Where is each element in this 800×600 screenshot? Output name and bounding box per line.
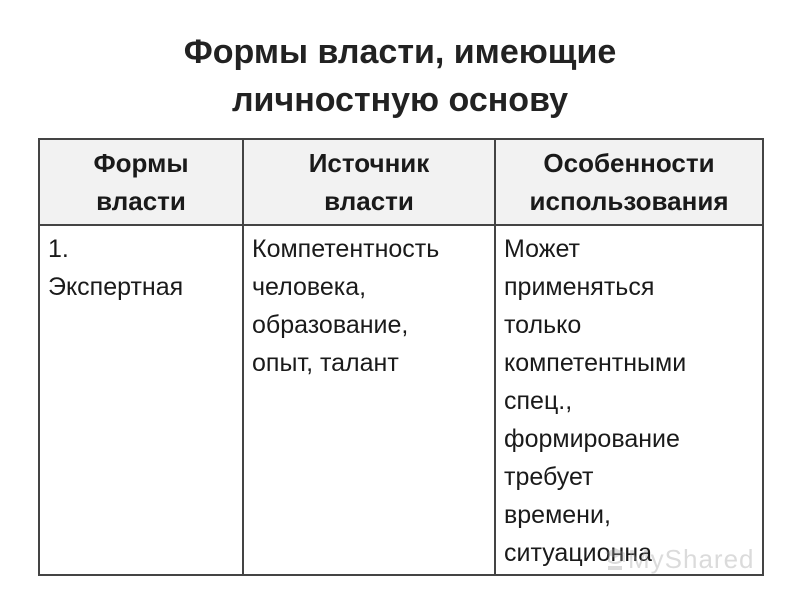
header-text: власти (96, 186, 186, 216)
cell-form-expert (39, 225, 243, 575)
cell-text: образование, (252, 311, 409, 339)
slide-title (0, 28, 800, 124)
cell-text: спец., (504, 387, 573, 415)
watermark-text: MyShared (628, 544, 755, 574)
header-text: использования (529, 186, 729, 216)
title-line-1: Формы власти, имеющие (183, 33, 617, 71)
mortarboard-icon (604, 546, 626, 572)
cell-text: компетентными (504, 349, 687, 377)
cell-text: формирование (504, 425, 680, 453)
cell-text: времени, (504, 501, 611, 529)
header-source-of-power (243, 139, 495, 225)
table-row (39, 225, 763, 575)
cell-text: Компетентность (252, 235, 440, 263)
cell-text: применяться (504, 273, 655, 301)
power-forms-table (38, 138, 764, 576)
cell-source (243, 225, 495, 575)
title-line-2: личностную основу (231, 81, 569, 119)
cell-usage (495, 225, 763, 575)
cell-text: ситуационна (504, 539, 653, 567)
watermark (602, 540, 772, 580)
header-usage-features (495, 139, 763, 225)
table-header-row (39, 139, 763, 225)
cell-text: требует (504, 463, 594, 491)
header-text: власти (324, 186, 414, 216)
header-text: Формы (93, 148, 189, 178)
cell-text: человека, (252, 273, 367, 301)
header-forms-of-power (39, 139, 243, 225)
cell-text: только (504, 311, 582, 339)
header-text: Особенности (543, 148, 715, 178)
cell-text: 1. (48, 235, 69, 263)
cell-text: Экспертная (48, 273, 184, 301)
header-text: Источник (308, 148, 430, 178)
cell-text: опыт, талант (252, 349, 399, 377)
cell-text: Может (504, 235, 580, 263)
